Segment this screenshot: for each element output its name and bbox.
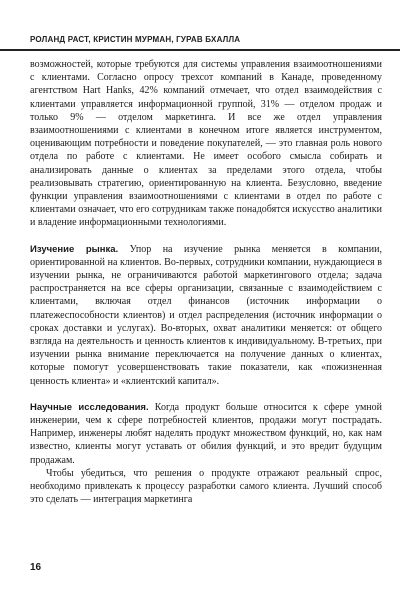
paragraph-gap: [30, 230, 382, 243]
running-title: РОЛАНД РАСТ, КРИСТИН МУРМАН, ГУРАВ БХАЛЛА: [30, 35, 241, 44]
paragraph-gap: [30, 388, 382, 401]
body-text: [30, 58, 382, 507]
paragraph-product-decisions: [30, 467, 382, 507]
header-rule: [0, 49, 400, 51]
paragraph-continuation: [30, 58, 382, 230]
runin-heading-market-research: Изучение рынка.: [30, 243, 119, 255]
running-header: [0, 0, 400, 50]
paragraph-text: Чтобы убедиться, что решения о продукте отражают реальный спрос, необходимо привлекать к процессу разработки самого клиента. Лучший способ это сделать — интеграция маркетинга: [30, 467, 382, 506]
paragraph-scientific-research: [30, 401, 382, 467]
paragraph-text: возможностей, которые требуются для системы управления взаимоотношениями с клиентами. Согласно опросу трехсот компаний в Канаде, проведенному агентством Hart Hanks, 42% компаний отмечает, что отдел взаимодействия с клиентами управляется информационной группой, 31% — отделом продаж и только 9% — отделом маркетинга. И все же отдел управления взаимоотношениями с клиентами в конечном итоге является инструментом, оценивающим потребности и поведение покупателей, — это главная роль нового отдела по работе с клиентами. Не имеет особого смысла собирать и анализировать данные о клиентах за пределами этого отдела, чтобы реализовывать стратегию, ориентированную на клиента. Безусловно, введение функции управления взаимоотношениями с клиентами в отдел по работе с клиентами означает, что его сотрудникам также понадобятся искусство аналитики и владение информационными технологиями.: [30, 59, 382, 229]
paragraph-text: Когда продукт больше относится к сфере умной инженерии, чем к сфере потребностей клиентов, продажи могут пострадать. Например, инженеры любят наделять продукт множеством функций, но, как нам известно, клиенты могут уставать от обилия функций, и это вредит будущим продажам.: [30, 401, 382, 466]
paragraph-text: Упор на изучение рынка меняется в компании, ориентированной на клиентов. Во-первых, сотрудники компании, нуждающиеся в изучении рынка, не ограничиваются работой маркетингового отдела; задача распространяется на все сферы организации, связанные с взаимодействием с клиентами, включая отдел финансов (источник информации о платежеспособности клиентов) и отдел распределения (источник информации о сроках доставки и услугах). Во-вторых, охват аналитики меняется: от общего взгляда на деятельность и ценность клиентов к индивидуальному. В-третьих, при изучении рынка внимание переключается на получение данных о клиентах, которые помогут усовершенствовать такие показатели, как «пожизненная ценность клиента» и «клиентский капитал».: [30, 243, 382, 387]
runin-heading-scientific-research: Научные исследования.: [30, 401, 149, 413]
page-number: 16: [30, 562, 42, 573]
paragraph-market-research: [30, 243, 382, 388]
